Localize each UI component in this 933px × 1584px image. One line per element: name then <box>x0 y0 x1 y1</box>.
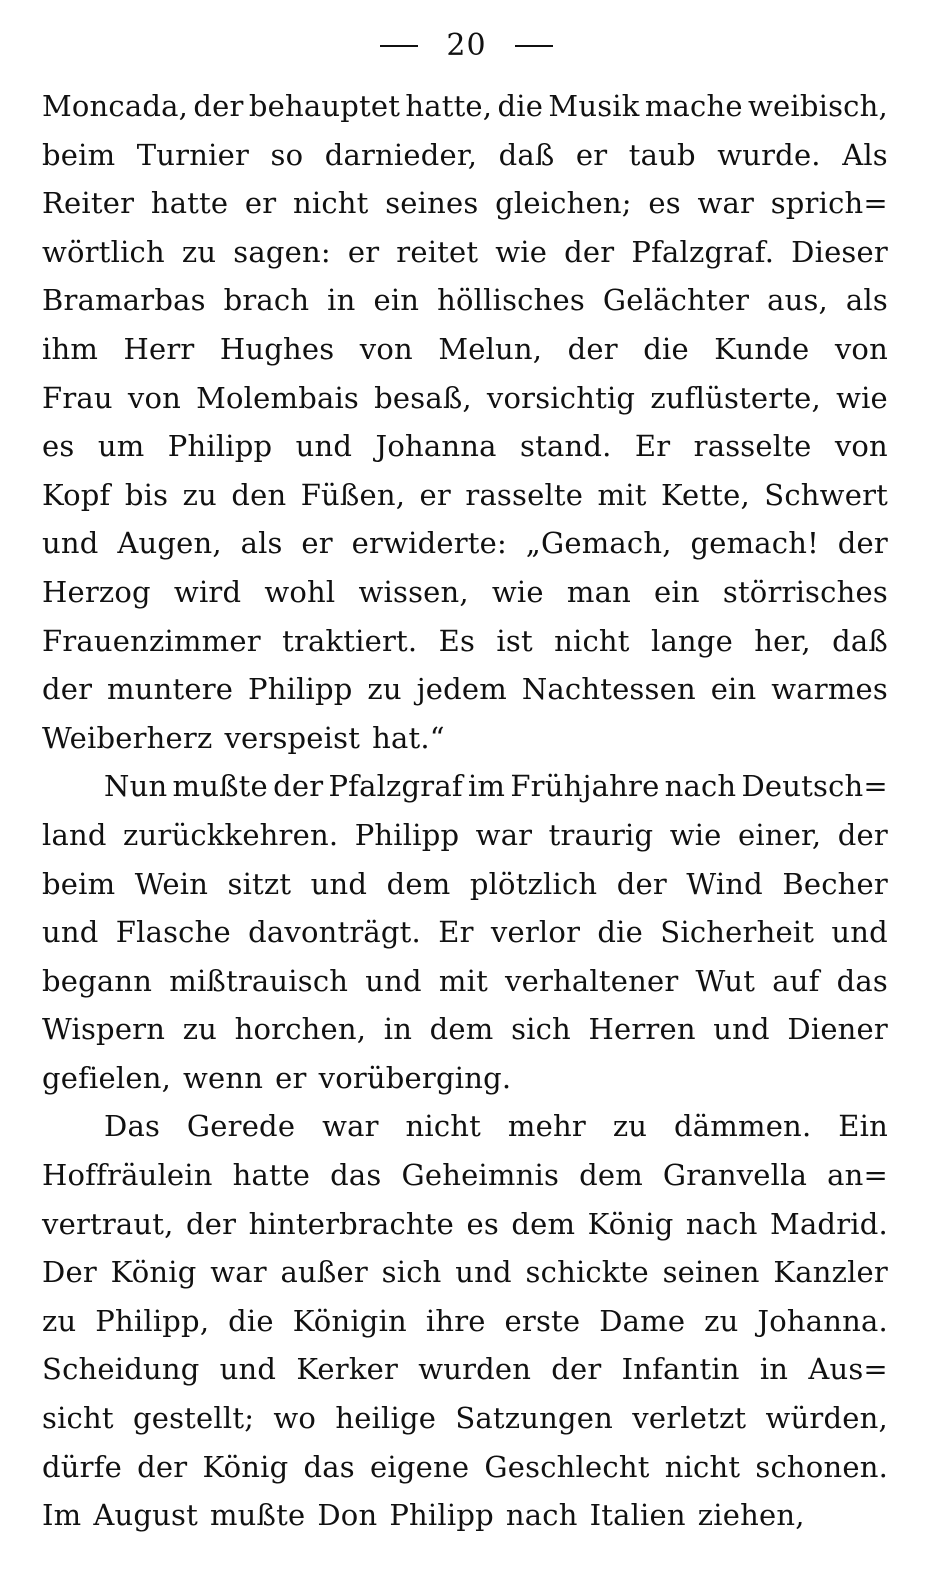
word: Philipp <box>354 817 460 852</box>
word: zu <box>612 1109 648 1144</box>
word: seines <box>385 186 479 221</box>
text-line <box>42 131 888 180</box>
header-rule-right <box>515 45 553 47</box>
word: Nachtessen <box>521 672 696 707</box>
text-line <box>42 179 888 228</box>
text-line <box>42 665 888 714</box>
word: er <box>244 186 277 221</box>
word: vorsichtig <box>486 380 636 415</box>
word: im <box>467 769 506 804</box>
word: und <box>831 915 888 950</box>
text-line <box>42 957 888 1006</box>
word: es <box>466 1206 499 1241</box>
text-line <box>42 811 888 860</box>
word: „Gemach, <box>525 526 672 561</box>
word: König <box>202 1449 289 1484</box>
word: wird <box>173 574 242 609</box>
word: Nun <box>104 769 168 804</box>
paragraph <box>42 762 888 1102</box>
word: der <box>273 769 324 804</box>
word: ein <box>373 283 420 318</box>
word: August <box>93 1498 198 1533</box>
text-line <box>42 1200 888 1249</box>
word: Frühjahre <box>510 769 660 804</box>
word: mit <box>438 963 488 998</box>
word: aus, <box>767 283 828 318</box>
word: einer, <box>737 817 822 852</box>
word: und <box>310 866 368 901</box>
text-line <box>42 1151 888 1200</box>
word: nach <box>505 1498 578 1533</box>
word: wie <box>836 380 888 415</box>
word: außer <box>280 1255 368 1290</box>
word: von <box>359 331 413 366</box>
word: Wispern <box>42 1012 166 1047</box>
page-header <box>0 26 933 66</box>
word: gestellt; <box>132 1401 255 1436</box>
word: Wein <box>134 866 209 901</box>
word: in <box>759 1352 789 1387</box>
word: muntere <box>107 672 234 707</box>
word: Scheidung <box>42 1352 200 1387</box>
word: zu <box>704 1303 739 1338</box>
word: höllisches <box>437 283 585 318</box>
word: Kopf <box>42 477 111 512</box>
text-line <box>42 714 888 763</box>
word: Wut <box>695 963 756 998</box>
word: war <box>697 186 755 221</box>
word: König <box>110 1255 197 1290</box>
word: heilige <box>335 1401 437 1436</box>
text-line <box>42 1345 888 1394</box>
text-line <box>42 228 888 277</box>
word: vorüberging. <box>318 1060 512 1095</box>
word: Johanna. <box>757 1303 888 1338</box>
word: Kerker <box>296 1352 399 1387</box>
word: Kunde <box>714 331 810 366</box>
word: ziehen, <box>697 1498 805 1533</box>
text-line <box>42 471 888 520</box>
word: Er <box>438 915 474 950</box>
word: Philipp <box>248 672 353 707</box>
word: hat.“ <box>372 720 445 755</box>
text-line <box>42 374 888 423</box>
word: der <box>837 526 888 561</box>
word: Im <box>42 1498 82 1533</box>
word: Pfalzgraf <box>328 769 463 804</box>
word: in <box>327 283 356 318</box>
word: hinterbrachte <box>248 1206 455 1241</box>
word: Gelächter <box>602 283 750 318</box>
word: wo <box>273 1401 317 1436</box>
word: Satzungen <box>455 1401 614 1436</box>
word: her, <box>754 623 811 658</box>
word: Weiberherz <box>42 720 213 755</box>
word: erste <box>504 1303 581 1338</box>
word: würden, <box>765 1401 888 1436</box>
text-line <box>42 1248 888 1297</box>
word: nicht <box>554 623 630 658</box>
word: nicht <box>405 1109 482 1144</box>
word: er <box>575 137 608 172</box>
word: Sicherheit <box>660 915 815 950</box>
word: dem <box>429 1012 494 1047</box>
word: Ein <box>838 1109 888 1144</box>
word: man <box>566 574 631 609</box>
word: er <box>347 234 380 269</box>
word: mußte <box>209 1498 306 1533</box>
word: stand. <box>520 429 612 464</box>
word: Becher <box>782 866 888 901</box>
text-line <box>42 422 888 471</box>
word: hatte <box>150 186 229 221</box>
word: weibisch, <box>748 89 888 123</box>
word: Herzog <box>42 574 151 609</box>
word: hatte <box>232 1158 311 1193</box>
word: um <box>97 429 145 464</box>
word: Der <box>42 1255 97 1290</box>
word: Bramarbas <box>42 283 206 318</box>
word: traurig <box>548 817 654 852</box>
word: es <box>648 186 681 221</box>
word: war <box>322 1109 379 1144</box>
word: und <box>42 915 99 950</box>
word: verlor <box>490 915 581 950</box>
text-line <box>42 762 888 811</box>
word: und <box>219 1352 277 1387</box>
word: Flasche <box>115 915 231 950</box>
word: an= <box>827 1158 888 1193</box>
word: darnieder, <box>324 137 478 172</box>
word: Wind <box>686 866 763 901</box>
word: Herren <box>588 1012 696 1047</box>
text-line <box>42 1297 888 1346</box>
word: bis <box>124 477 169 512</box>
word: die <box>597 915 644 950</box>
word: sagen: <box>233 234 331 269</box>
word: sprich= <box>770 186 888 221</box>
text-line <box>42 617 888 666</box>
word: daß <box>832 623 888 658</box>
word: Turnier <box>136 137 250 172</box>
word: ihm <box>42 331 99 366</box>
word: wörtlich <box>42 234 165 269</box>
word: Moncada, <box>42 89 189 123</box>
text-line <box>42 325 888 374</box>
text-line <box>42 1394 888 1443</box>
word: er <box>301 526 333 561</box>
word: war <box>475 817 533 852</box>
text-line <box>42 519 888 568</box>
word: Diener <box>787 1012 888 1047</box>
word: Madrid. <box>770 1206 888 1241</box>
word: Johanna <box>375 429 497 464</box>
word: Pfalzgraf. <box>631 234 775 269</box>
word: Schwert <box>764 477 888 512</box>
word: Deutsch= <box>741 769 888 804</box>
word: Aus= <box>808 1352 888 1387</box>
word: den <box>231 477 287 512</box>
word: von <box>834 331 888 366</box>
word: Don <box>317 1498 378 1533</box>
word: der <box>567 331 618 366</box>
word: traktiert. <box>282 623 418 658</box>
word: rasselte <box>693 429 812 464</box>
word: dem <box>579 1158 643 1193</box>
word: Geheimnis <box>401 1158 560 1193</box>
word: Als <box>842 137 888 172</box>
word: Philipp <box>389 1498 494 1533</box>
word: wenn <box>183 1060 264 1095</box>
word: besaß, <box>374 380 472 415</box>
word: davonträgt. <box>248 915 421 950</box>
word: Füßen, <box>300 477 406 512</box>
word: und <box>713 1012 770 1047</box>
word: vertraut, <box>42 1206 174 1241</box>
word: zu <box>182 1012 218 1047</box>
word: rasselte <box>465 477 584 512</box>
word: er <box>275 1060 307 1095</box>
word: war <box>210 1255 267 1290</box>
header-rule-left <box>380 45 418 47</box>
word: Augen, <box>117 526 222 561</box>
word: von <box>834 429 888 464</box>
text-line <box>42 568 888 617</box>
word: Philipp, <box>95 1303 210 1338</box>
word: Dame <box>599 1303 686 1338</box>
word: land <box>42 817 107 852</box>
word: wurden <box>418 1352 532 1387</box>
word: König <box>587 1206 674 1241</box>
page-number: 20 <box>446 28 487 63</box>
word: es <box>42 429 75 464</box>
word: und <box>42 526 99 561</box>
word: wissen, <box>358 574 469 609</box>
word: wie <box>491 574 544 609</box>
word: dürfe <box>42 1449 122 1484</box>
word: Königin <box>292 1303 407 1338</box>
word: das <box>303 1449 355 1484</box>
word: ein <box>654 574 700 609</box>
word: erwiderte: <box>351 526 507 561</box>
word: daß <box>498 137 555 172</box>
word: der <box>837 817 888 852</box>
word: behauptet <box>248 89 401 123</box>
word: zu <box>182 477 217 512</box>
word: die <box>228 1303 274 1338</box>
word: sich <box>381 1255 442 1290</box>
word: nicht <box>664 1449 741 1484</box>
text-line <box>42 1054 888 1103</box>
word: Gerede <box>186 1109 296 1144</box>
word: ist <box>496 623 533 658</box>
word: sich <box>511 1012 571 1047</box>
word: er <box>419 477 451 512</box>
word: verhaltener <box>505 963 679 998</box>
word: begann <box>42 963 153 998</box>
text-line <box>42 82 888 131</box>
text-line <box>42 1102 888 1151</box>
word: brach <box>223 283 310 318</box>
word: mehr <box>507 1109 586 1144</box>
word: der <box>564 234 615 269</box>
word: verspeist <box>224 720 361 755</box>
word: gleichen; <box>495 186 632 221</box>
text-line <box>42 1005 888 1054</box>
word: warmes <box>771 672 888 707</box>
word: wie <box>495 234 548 269</box>
word: schickte <box>525 1255 649 1290</box>
word: jedem <box>416 672 507 707</box>
word: verletzt <box>632 1401 747 1436</box>
word: ihre <box>425 1303 486 1338</box>
word: sitzt <box>227 866 292 901</box>
word: zuflüsterte, <box>650 380 821 415</box>
word: der <box>551 1352 602 1387</box>
word: der <box>186 1206 237 1241</box>
word: die <box>643 331 689 366</box>
word: Dieser <box>791 234 888 269</box>
word: zurückkehren. <box>123 817 339 852</box>
word: nach <box>664 769 737 804</box>
text-line <box>42 1443 888 1492</box>
word: Er <box>634 429 671 464</box>
word: wie <box>669 817 722 852</box>
word: Granvella <box>662 1158 808 1193</box>
word: beim <box>42 137 116 172</box>
text-line <box>42 276 888 325</box>
word: Frauenzimmer <box>42 623 261 658</box>
word: Herr <box>123 331 195 366</box>
word: mache <box>644 89 743 123</box>
word: auf <box>772 963 820 998</box>
word: der <box>137 1449 188 1484</box>
word: eigene <box>370 1449 470 1484</box>
word: mißtrauisch <box>169 963 349 998</box>
word: das <box>330 1158 382 1193</box>
word: und <box>455 1255 512 1290</box>
word: wurde. <box>717 137 821 172</box>
word: als <box>845 283 888 318</box>
word: die <box>497 89 544 123</box>
word: lange <box>650 623 733 658</box>
word: Infantin <box>621 1352 740 1387</box>
word: der <box>42 672 93 707</box>
word: beim <box>42 866 116 901</box>
word: der <box>193 89 244 123</box>
word: Hughes <box>219 331 335 366</box>
word: nicht <box>293 186 369 221</box>
word: nach <box>685 1206 758 1241</box>
word: reitet <box>396 234 479 269</box>
word: plötzlich <box>469 866 598 901</box>
text-line <box>42 908 888 957</box>
paragraph <box>42 82 888 762</box>
word: Es <box>438 623 476 658</box>
word: Kette, <box>660 477 750 512</box>
text-line <box>42 860 888 909</box>
word: taub <box>628 137 696 172</box>
word: Reiter <box>42 186 135 221</box>
word: schonen. <box>755 1449 888 1484</box>
word: zu <box>367 672 402 707</box>
word: störrisches <box>722 574 888 609</box>
word: dem <box>511 1206 576 1241</box>
word: Kanzler <box>773 1255 888 1290</box>
word: in <box>383 1012 413 1047</box>
word: Molembais <box>196 380 360 415</box>
word: Musik <box>548 89 640 123</box>
word: und <box>365 963 422 998</box>
word: dämmen. <box>674 1109 812 1144</box>
paragraph <box>42 1102 888 1539</box>
word: der <box>616 866 667 901</box>
word: sicht <box>42 1401 114 1436</box>
word: hatte, <box>405 89 493 123</box>
word: mit <box>597 477 647 512</box>
word: dem <box>386 866 451 901</box>
word: ein <box>710 672 757 707</box>
word: so <box>270 137 304 172</box>
word: als <box>240 526 283 561</box>
word: Melun, <box>438 331 543 366</box>
word: Philipp <box>167 429 273 464</box>
word: wohl <box>264 574 336 609</box>
word: Das <box>104 1109 161 1144</box>
word: zu <box>42 1303 77 1338</box>
text-line <box>42 1491 888 1540</box>
word: zu <box>181 234 217 269</box>
word: mußte <box>172 769 268 804</box>
word: gemach! <box>690 526 819 561</box>
word: Italien <box>589 1498 686 1533</box>
word: Geschlecht <box>484 1449 650 1484</box>
body-text <box>42 82 888 1540</box>
word: Hoffräulein <box>42 1158 213 1193</box>
word: von <box>127 380 181 415</box>
word: horchen, <box>234 1012 367 1047</box>
word: und <box>295 429 353 464</box>
word: gefielen, <box>42 1060 172 1095</box>
word: seinen <box>662 1255 760 1290</box>
word: das <box>836 963 888 998</box>
word: Frau <box>42 380 113 415</box>
